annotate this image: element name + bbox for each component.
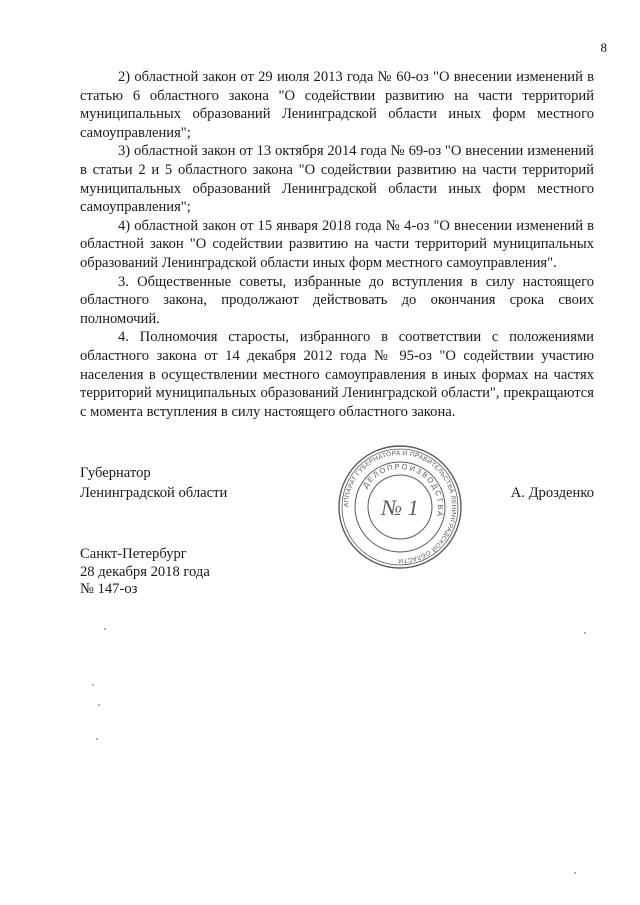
- signing-date: 28 декабря 2018 года: [80, 563, 210, 580]
- place-and-date: [80, 546, 210, 599]
- page-number: 8: [600, 40, 607, 55]
- stamp-outer-text: АППАРАТ ГУБЕРНАТОРА И ПРАВИТЕЛЬСТВА ЛЕНИНГРАДСКОЙ ОБЛАСТИ: [342, 449, 458, 565]
- position-title: Губернатор: [80, 465, 151, 481]
- law-number: № 147-оз: [80, 581, 138, 598]
- scan-speck: [92, 684, 94, 686]
- scan-speck: [584, 632, 586, 634]
- document-body: [80, 68, 594, 421]
- scan-speck: [104, 628, 106, 630]
- stamp-center-number: № 1: [381, 495, 419, 520]
- scan-speck: [98, 704, 100, 706]
- scan-speck: [96, 738, 98, 740]
- signatory-name: А. Дрозденко: [510, 485, 594, 501]
- position-region: Ленинградской области: [80, 485, 228, 501]
- stamp-inner-text: ДЕЛОПРОИЗВОДСТВА: [360, 461, 446, 519]
- signing-city: Санкт-Петербург: [80, 546, 187, 562]
- paragraph-item-3: 3) областной закон от 13 октября 2014 года № 69-оз "О внесении изменений в статьи 2 и 5 областного закона "О содействии развитию на части территорий муниципальных образований Ленинградской области иных форм местного самоуправления";: [80, 143, 594, 216]
- official-stamp: [336, 443, 464, 571]
- paragraph-item-2: 2) областной закон от 29 июля 2013 года № 60-оз "О внесении изменений в статью 6 областного закона "О содействии развитию на части территорий муниципальных образований Ленинградской области иных форм местного самоуправления";: [80, 69, 594, 141]
- paragraph-article-3: 3. Общественные советы, избранные до вступления в силу настоящего областного закона, продолжают действовать до окончания срока своих полномочий.: [80, 273, 594, 327]
- paragraph-item-4: 4) областной закон от 15 января 2018 года № 4-оз "О внесении изменений в областной закон "О содействии развитию на части территорий муниципальных образований Ленинградской области иных форм местного самоуправления".: [80, 217, 594, 271]
- scan-speck: [574, 872, 576, 874]
- signatory-position: [80, 463, 227, 503]
- paragraph-article-4: 4. Полномочия старосты, избранного в соответствии с положениями областного закона от 14 декабря 2012 года № 95-оз "О содействии участию населения в осуществлении местного самоуправления в иных формах на частях территорий муниципальных образований Ленинградской области", прекращаются с момента вступления в силу настоящего областного закона.: [80, 329, 594, 420]
